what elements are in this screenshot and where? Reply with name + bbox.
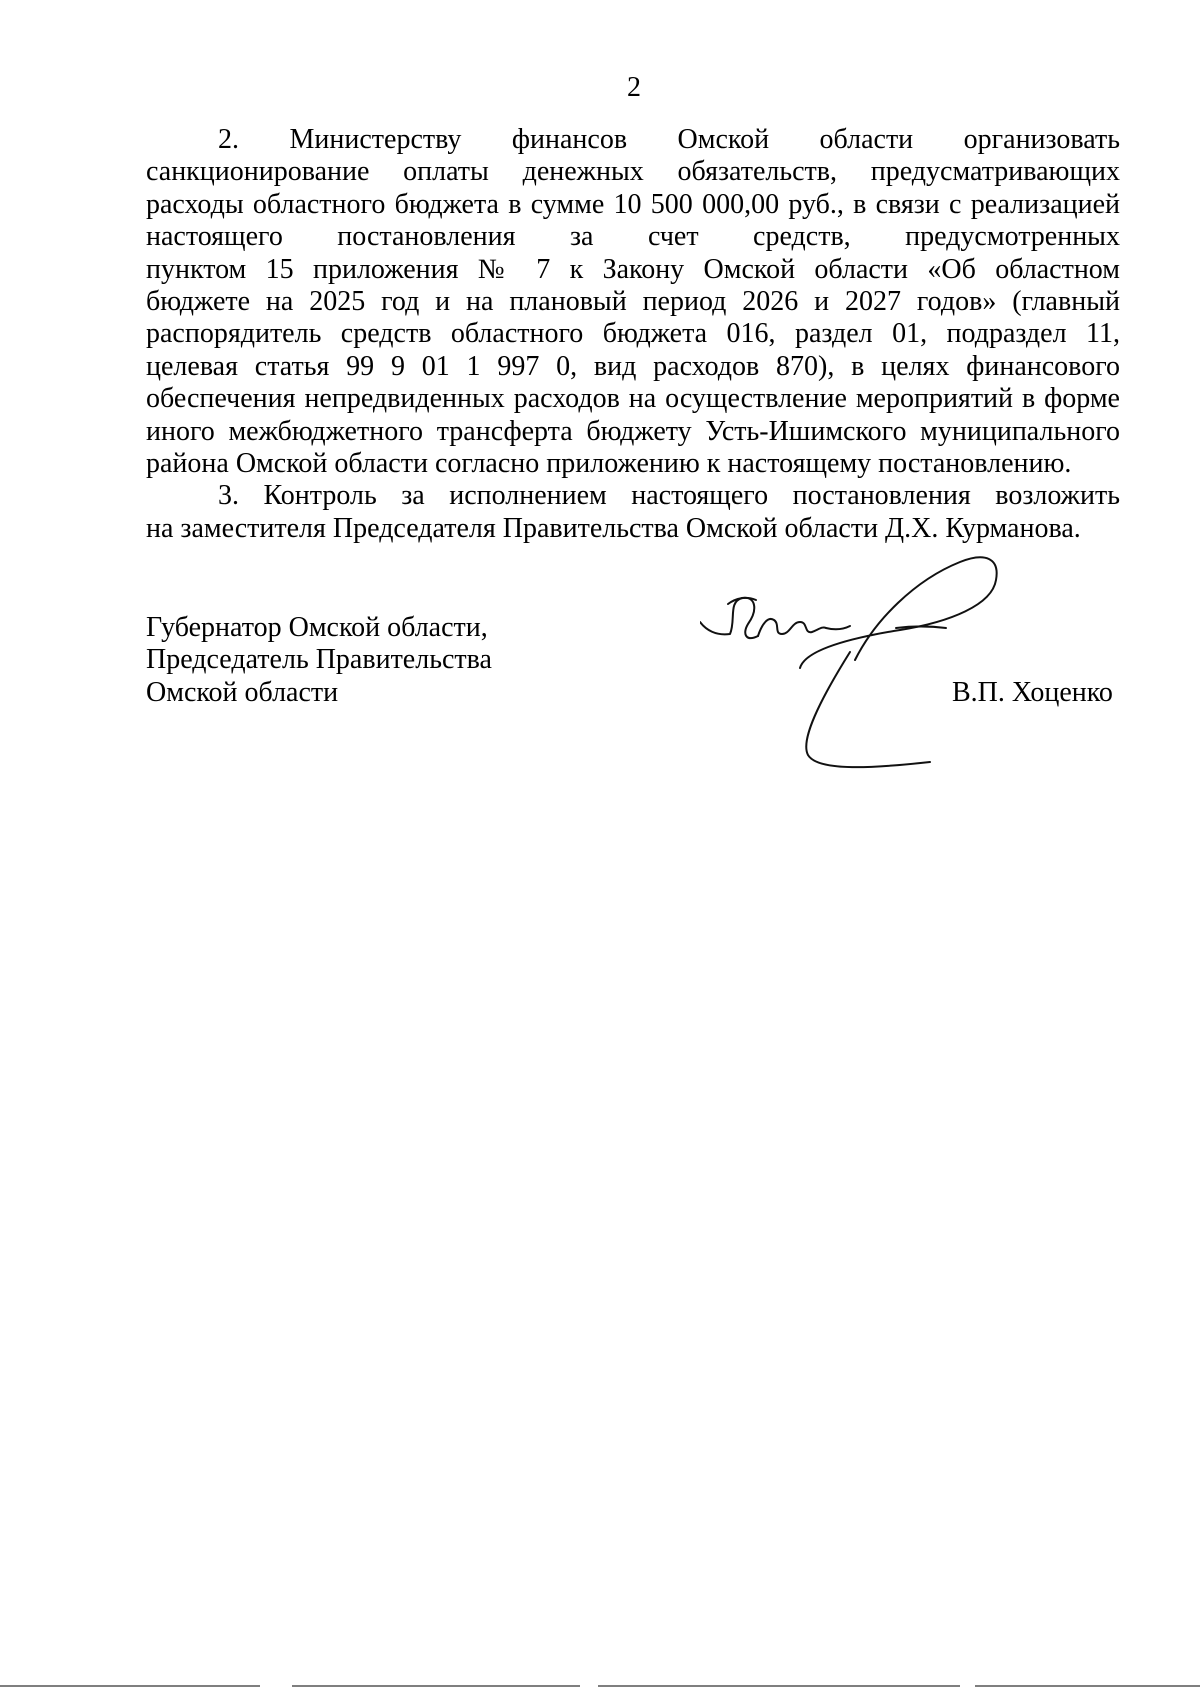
signature-stroke	[806, 652, 930, 767]
paragraph-2	[146, 124, 1120, 480]
signature-stroke	[800, 557, 997, 668]
handwritten-signature	[700, 550, 1100, 780]
paragraph-2-line: района Омской области согласно приложению к настоящему постановлению.	[146, 448, 1072, 480]
signature-stroke	[758, 619, 826, 636]
signatory-position	[146, 612, 492, 709]
paragraph-2-line: обеспечения непредвиденных расходов на осуществление мероприятий в форме	[146, 383, 1120, 415]
paragraph-2-line: расходы областного бюджета в сумме 10 500 000,00 руб., в связи с реализацией	[146, 188, 1120, 220]
paragraph-2-line: настоящего постановления за счет средств, предусмотренных	[146, 221, 1120, 253]
signature-stroke	[728, 598, 756, 604]
scan-edge-artifact	[0, 1684, 1200, 1688]
paragraph-2-line: пунктом 15 приложения № 7 к Закону Омской области «Об областном	[146, 253, 1120, 285]
paragraph-3	[146, 480, 1120, 545]
document-body	[146, 124, 1120, 545]
position-line: Губернатор Омской области,	[146, 612, 488, 643]
position-line: Председатель Правительства	[146, 644, 492, 676]
paragraph-2-line: целевая статья 99 9 01 1 997 0, вид расходов 870), в целях финансового	[146, 350, 1120, 382]
paragraph-3-line: 3. Контроль за исполнением настоящего постановления возложить	[218, 480, 1120, 512]
paragraph-3-line: на заместителя Председателя Правительства Омской области Д.Х. Курманова.	[146, 512, 1081, 544]
signature-stroke	[700, 598, 758, 638]
paragraph-2-line: иного межбюджетного трансферта бюджету Усть-Ишимского муниципального	[146, 415, 1120, 447]
paragraph-2-line: санкционирование оплаты денежных обязательств, предусматривающих	[146, 156, 1120, 188]
signature-stroke	[826, 626, 850, 629]
page-number: 2	[627, 72, 641, 103]
position-line: Омской области	[146, 676, 339, 708]
paragraph-2-line: 2. Министерству финансов Омской области организовать	[218, 124, 1120, 155]
signature-stroke	[896, 627, 946, 629]
paragraph-2-line: бюджете на 2025 год и на плановый период 2026 и 2027 годов» (главный	[146, 286, 1120, 318]
signer-name: В.П. Хоценко	[952, 677, 1113, 708]
paragraph-2-line: распорядитель средств областного бюджета 016, раздел 01, подраздел 11,	[146, 318, 1120, 350]
